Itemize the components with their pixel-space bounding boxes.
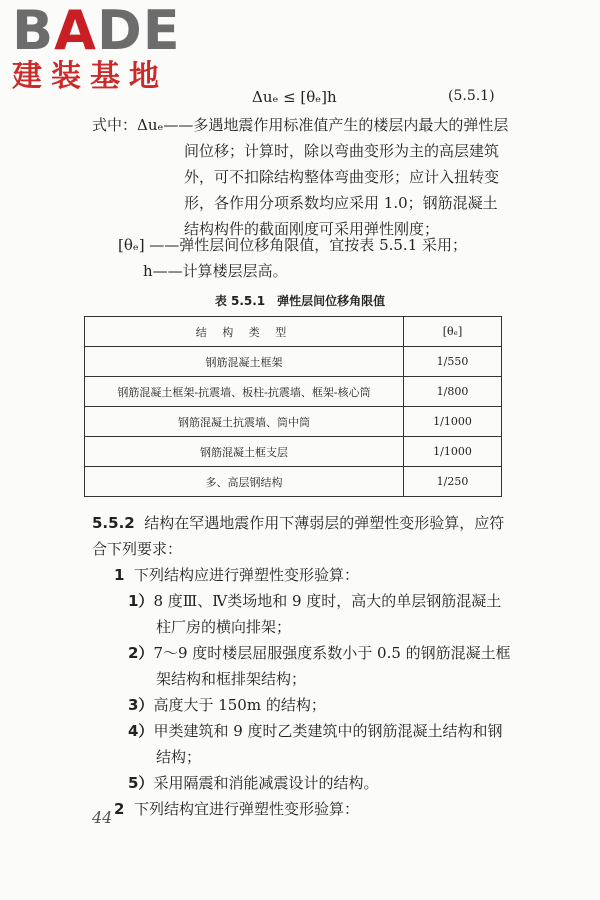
section-5-5-2: 5.5.2 结构在罕遇地震作用下薄弱层的弹塑性变形验算，应符 bbox=[92, 514, 505, 532]
formula: Δuₑ ≤ [θₑ]h bbox=[252, 88, 337, 106]
def-1-line5: 结构构件的截面刚度可采用弹性刚度； bbox=[184, 220, 440, 238]
cell-limit: 1/550 bbox=[404, 347, 502, 377]
sub-item-4: 4）甲类建筑和 9 度时乙类建筑中的钢筋混凝土结构和钢 bbox=[128, 722, 503, 740]
section-number: 5.5.2 bbox=[92, 514, 135, 532]
sub-item-1: 1）8 度Ⅲ、Ⅳ类场地和 9 度时，高大的单层钢筋混凝土 bbox=[128, 592, 502, 610]
sub-item-4-line2: 结构； bbox=[156, 748, 202, 766]
header-structure-type: 结 构 类 型 bbox=[85, 317, 404, 347]
def-2: [θₑ] ——弹性层间位移角限值，宜按表 5.5.1 采用； bbox=[118, 236, 468, 254]
def-1-line2: 间位移；计算时，除以弯曲变形为主的高层建筑 bbox=[184, 142, 500, 160]
formula-number: (5.5.1) bbox=[448, 88, 495, 104]
header-limit: [θₑ] bbox=[404, 317, 502, 347]
drift-limit-table bbox=[84, 316, 502, 497]
sub-item-5: 5）采用隔震和消能减震设计的结构。 bbox=[128, 774, 379, 792]
cell-type: 钢筋混凝土框架 bbox=[85, 347, 404, 377]
table-row bbox=[85, 347, 502, 377]
cell-limit: 1/250 bbox=[404, 467, 502, 497]
sub-item-2-line2: 架结构和框排架结构； bbox=[156, 670, 307, 688]
def-1-line3: 外，可不扣除结构整体弯曲变形；应计入扭转变 bbox=[184, 168, 500, 186]
sub-item-2: 2）7～9 度时楼层屈服强度系数小于 0.5 的钢筋混凝土框 bbox=[128, 644, 511, 662]
def-1: 式中：Δuₑ——多遇地震作用标准值产生的楼层内最大的弹性层 bbox=[92, 116, 509, 134]
item-1: 1 下列结构应进行弹塑性变形验算： bbox=[114, 566, 359, 584]
table-row bbox=[85, 377, 502, 407]
logo-chinese: 建装基地 bbox=[12, 59, 168, 94]
sub-item-3: 3）高度大于 150m 的结构； bbox=[128, 696, 326, 714]
bade-logo bbox=[12, 0, 181, 96]
cell-limit: 1/800 bbox=[404, 377, 502, 407]
table-title: 表 5.5.1 弹性层间位移角限值 bbox=[214, 294, 386, 308]
item-2: 2 下列结构宜进行弹塑性变形验算： bbox=[114, 800, 359, 818]
cell-limit: 1/1000 bbox=[404, 407, 502, 437]
table-header-row bbox=[85, 317, 502, 347]
cell-type: 多、高层钢结构 bbox=[85, 467, 404, 497]
def-3: h——计算楼层层高。 bbox=[143, 262, 288, 280]
page-number: 44 bbox=[92, 808, 113, 827]
cell-limit: 1/1000 bbox=[404, 437, 502, 467]
section-line2: 合下列要求： bbox=[92, 540, 183, 558]
table-row bbox=[85, 407, 502, 437]
sub-item-1-line2: 柱厂房的横向排架； bbox=[156, 618, 292, 636]
cell-type: 钢筋混凝土框支层 bbox=[85, 437, 404, 467]
table-row bbox=[85, 467, 502, 497]
logo-wordmark: BADE bbox=[12, 0, 181, 62]
cell-type: 钢筋混凝土抗震墙、筒中筒 bbox=[85, 407, 404, 437]
table-row bbox=[85, 437, 502, 467]
cell-type: 钢筋混凝土框架-抗震墙、板柱-抗震墙、框架-核心筒 bbox=[85, 377, 404, 407]
def-1-line4: 形，各作用分项系数均应采用 1.0；钢筋混凝土 bbox=[184, 194, 498, 212]
